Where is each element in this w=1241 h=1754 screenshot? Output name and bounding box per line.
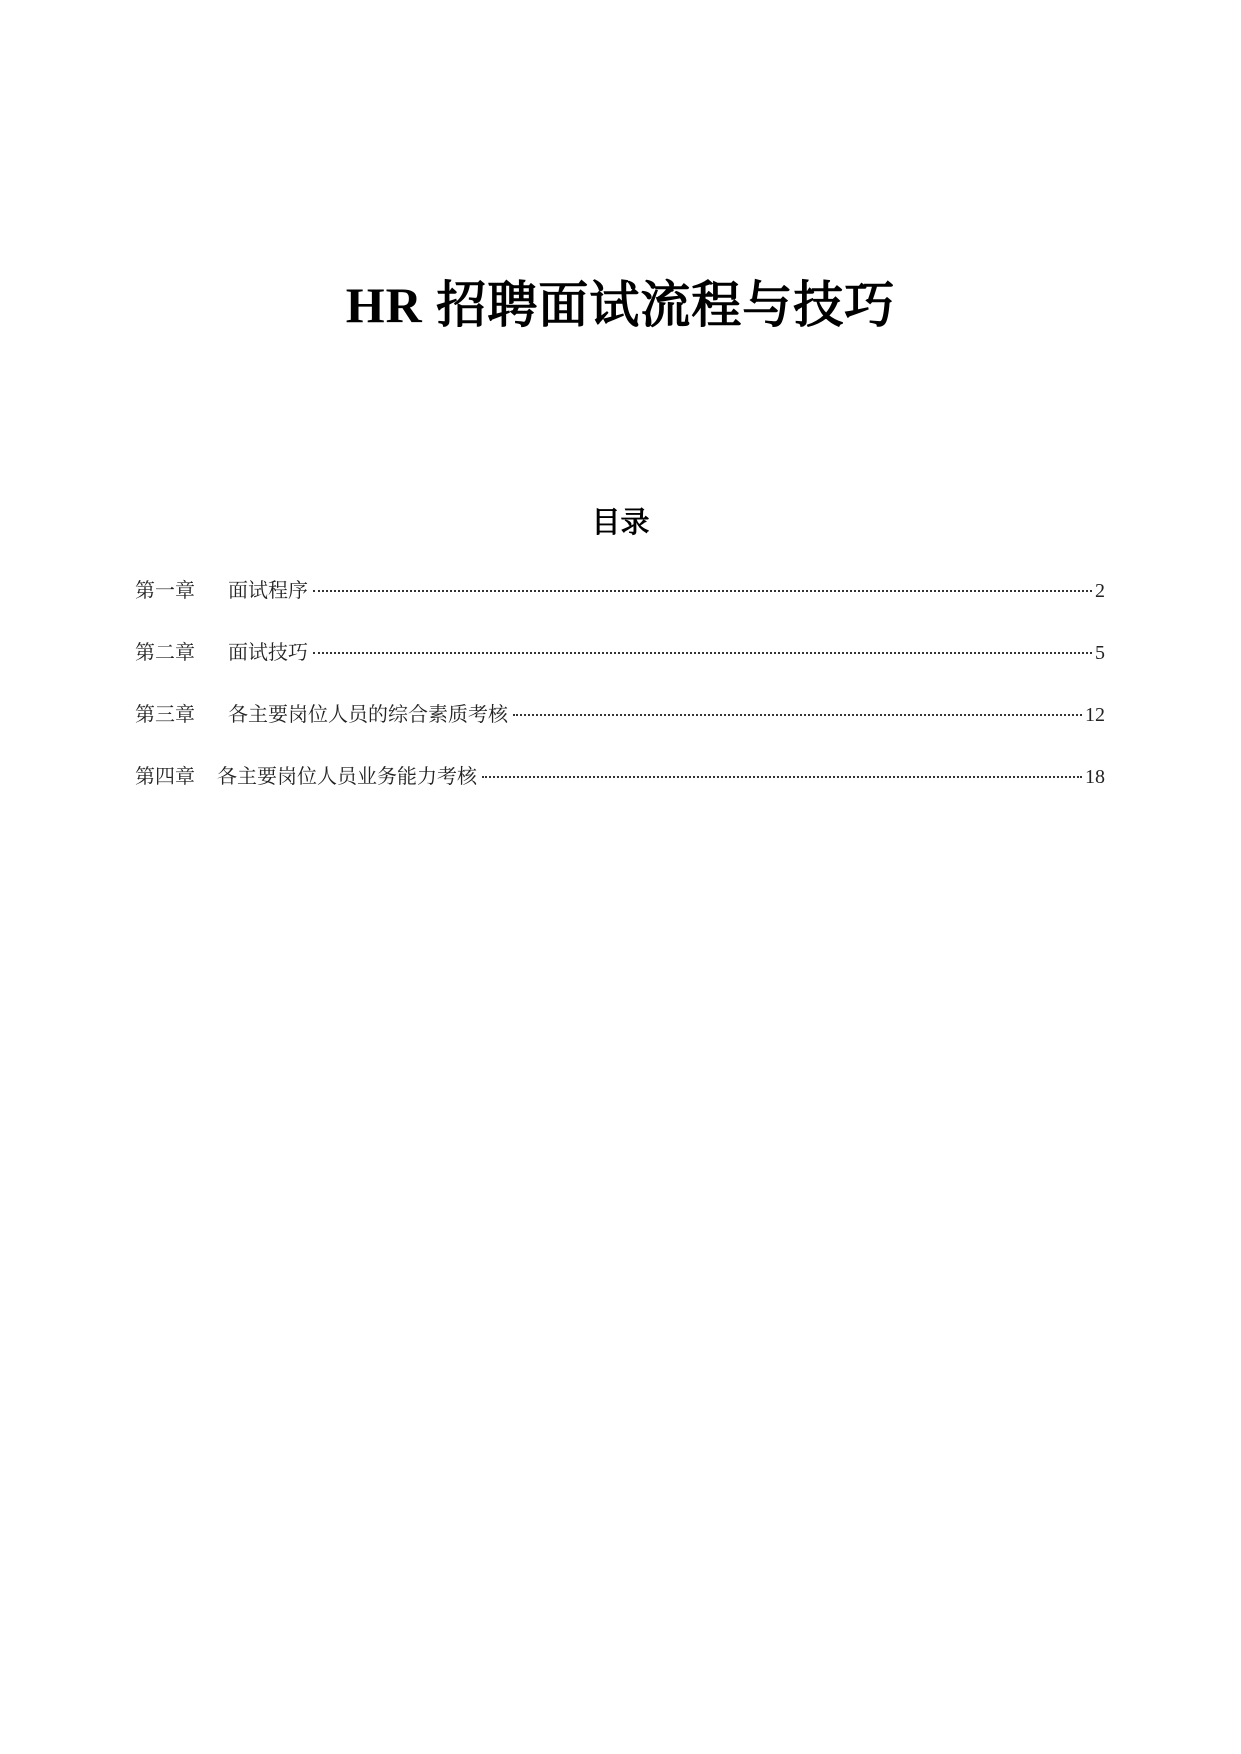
toc-heading: 目录 <box>591 505 650 540</box>
document-title: HR 招聘面试流程与技巧 <box>345 276 896 333</box>
toc-chapter-title: 各主要岗位人员的综合素质考核 <box>228 702 508 726</box>
toc-chapter-number: 第二章 <box>135 640 195 664</box>
toc-entry-chapter-2[interactable] <box>135 637 1105 699</box>
table-of-contents <box>135 575 1105 823</box>
toc-page-number: 2 <box>1095 580 1105 602</box>
toc-page-number: 12 <box>1085 704 1105 726</box>
toc-entry-chapter-3[interactable] <box>135 699 1105 761</box>
toc-entry-chapter-4[interactable] <box>135 761 1105 823</box>
toc-entry-chapter-1[interactable] <box>135 575 1105 637</box>
toc-chapter-number: 第四章 <box>135 764 195 788</box>
toc-page-number: 5 <box>1095 642 1105 664</box>
toc-chapter-title: 面试程序 <box>228 578 308 602</box>
toc-dot-leader <box>513 713 1082 716</box>
toc-dot-leader <box>313 651 1092 654</box>
toc-chapter-title: 各主要岗位人员业务能力考核 <box>217 764 477 788</box>
toc-dot-leader <box>482 775 1082 778</box>
toc-page-number: 18 <box>1085 766 1105 788</box>
toc-chapter-title: 面试技巧 <box>228 640 308 664</box>
toc-dot-leader <box>313 589 1092 592</box>
toc-chapter-number: 第三章 <box>135 702 195 726</box>
toc-chapter-number: 第一章 <box>135 578 195 602</box>
